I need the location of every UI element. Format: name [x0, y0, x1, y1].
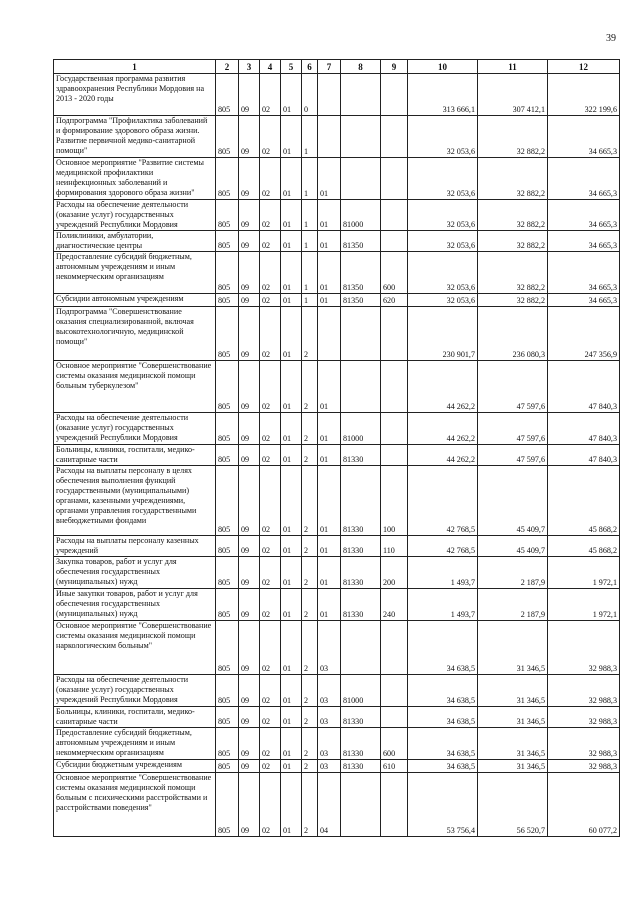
code-cell: 09 — [239, 760, 260, 773]
code-cell: 01 — [281, 158, 302, 200]
table-row — [54, 158, 620, 200]
amount-cell: 44 262,2 — [408, 361, 478, 413]
amount-cell: 32 882,2 — [478, 200, 548, 231]
code-cell: 2 — [302, 707, 318, 728]
amount-cell: 42 768,5 — [408, 536, 478, 557]
table-row — [54, 536, 620, 557]
amount-cell: 45 868,2 — [548, 466, 620, 536]
code-cell: 81330 — [341, 536, 381, 557]
code-cell: 01 — [281, 621, 302, 675]
code-cell: 02 — [260, 116, 281, 158]
code-cell — [381, 158, 408, 200]
amount-cell: 34 665,3 — [548, 252, 620, 294]
code-cell: 02 — [260, 294, 281, 307]
code-cell: 805 — [216, 675, 239, 707]
amount-cell: 31 346,5 — [478, 621, 548, 675]
code-cell: 110 — [381, 536, 408, 557]
code-cell: 81350 — [341, 252, 381, 294]
code-cell: 02 — [260, 466, 281, 536]
code-cell — [341, 307, 381, 361]
code-cell: 01 — [281, 252, 302, 294]
code-cell: 09 — [239, 361, 260, 413]
row-name-cell: Расходы на выплаты персоналу в целях обеспечения выполнения функций государственными (муниципальными) органами, казенными учреждениями, органами управления государственными внебюджетными фондами — [54, 466, 216, 536]
code-cell: 09 — [239, 466, 260, 536]
code-cell: 81330 — [341, 557, 381, 589]
table-row — [54, 361, 620, 413]
row-name-cell: Основное мероприятие "Развитие системы медицинской профилактики неинфекционных заболеваний и формирования здорового образа жизни" — [54, 158, 216, 200]
code-cell: 805 — [216, 773, 239, 837]
row-name-cell: Государственная программа развития здравоохранения Республики Мордовия на 2013 - 2020 годы — [54, 74, 216, 116]
amount-cell: 1 493,7 — [408, 589, 478, 621]
amount-cell: 32 882,2 — [478, 231, 548, 252]
row-name-cell: Субсидии автономным учреждениям — [54, 294, 216, 307]
code-cell: 805 — [216, 621, 239, 675]
code-cell — [341, 74, 381, 116]
table-row — [54, 307, 620, 361]
amount-cell: 1 972,1 — [548, 557, 620, 589]
amount-cell: 34 638,5 — [408, 760, 478, 773]
code-cell: 01 — [281, 200, 302, 231]
code-cell: 805 — [216, 74, 239, 116]
code-cell: 01 — [281, 413, 302, 445]
column-header: 2 — [216, 60, 239, 74]
code-cell: 2 — [302, 773, 318, 837]
amount-cell: 31 346,5 — [478, 760, 548, 773]
amount-cell: 31 346,5 — [478, 707, 548, 728]
code-cell — [381, 445, 408, 466]
code-cell: 2 — [302, 361, 318, 413]
code-cell: 01 — [281, 466, 302, 536]
amount-cell: 32 053,6 — [408, 231, 478, 252]
amount-cell: 32 882,2 — [478, 294, 548, 307]
code-cell: 01 — [281, 589, 302, 621]
amount-cell: 32 053,6 — [408, 116, 478, 158]
code-cell: 2 — [302, 760, 318, 773]
amount-cell: 32 053,6 — [408, 158, 478, 200]
amount-cell: 32 988,3 — [548, 707, 620, 728]
column-header: 1 — [54, 60, 216, 74]
amount-cell: 31 346,5 — [478, 728, 548, 760]
amount-cell: 313 666,1 — [408, 74, 478, 116]
code-cell — [381, 773, 408, 837]
code-cell: 81330 — [341, 760, 381, 773]
code-cell — [318, 74, 341, 116]
column-header: 6 — [302, 60, 318, 74]
table-row — [54, 445, 620, 466]
code-cell: 02 — [260, 589, 281, 621]
table-row — [54, 74, 620, 116]
code-cell: 620 — [381, 294, 408, 307]
code-cell: 805 — [216, 158, 239, 200]
amount-cell: 45 409,7 — [478, 466, 548, 536]
code-cell: 100 — [381, 466, 408, 536]
code-cell: 805 — [216, 589, 239, 621]
code-cell: 02 — [260, 760, 281, 773]
amount-cell: 53 756,4 — [408, 773, 478, 837]
code-cell: 01 — [318, 589, 341, 621]
table-row — [54, 728, 620, 760]
amount-cell: 47 840,3 — [548, 445, 620, 466]
amount-cell: 44 262,2 — [408, 445, 478, 466]
code-cell: 240 — [381, 589, 408, 621]
code-cell: 02 — [260, 158, 281, 200]
code-cell — [381, 621, 408, 675]
code-cell: 02 — [260, 621, 281, 675]
amount-cell: 32 053,6 — [408, 294, 478, 307]
code-cell: 0 — [302, 74, 318, 116]
code-cell: 805 — [216, 231, 239, 252]
row-name-cell: Предоставление субсидий бюджетным, автономным учреждениям и иным некоммерческим организациям — [54, 728, 216, 760]
row-name-cell: Иные закупки товаров, работ и услуг для обеспечения государственных (муниципальных) нужд — [54, 589, 216, 621]
code-cell: 81330 — [341, 466, 381, 536]
amount-cell: 34 665,3 — [548, 231, 620, 252]
budget-table — [53, 59, 620, 837]
code-cell: 805 — [216, 116, 239, 158]
amount-cell: 31 346,5 — [478, 675, 548, 707]
code-cell: 805 — [216, 361, 239, 413]
code-cell: 09 — [239, 200, 260, 231]
code-cell: 02 — [260, 307, 281, 361]
code-cell: 03 — [318, 760, 341, 773]
code-cell: 01 — [318, 200, 341, 231]
code-cell: 09 — [239, 445, 260, 466]
amount-cell: 34 638,5 — [408, 707, 478, 728]
code-cell: 01 — [281, 445, 302, 466]
code-cell — [341, 773, 381, 837]
code-cell: 01 — [318, 466, 341, 536]
code-cell: 2 — [302, 728, 318, 760]
row-name-cell: Расходы на обеспечение деятельности (оказание услуг) государственных учреждений Республики Мордовия — [54, 200, 216, 231]
amount-cell: 56 520,7 — [478, 773, 548, 837]
code-cell: 02 — [260, 231, 281, 252]
table-row — [54, 116, 620, 158]
amount-cell: 45 868,2 — [548, 536, 620, 557]
code-cell: 02 — [260, 361, 281, 413]
code-cell: 02 — [260, 773, 281, 837]
code-cell: 09 — [239, 307, 260, 361]
code-cell: 09 — [239, 621, 260, 675]
amount-cell: 32 053,6 — [408, 252, 478, 294]
code-cell — [381, 200, 408, 231]
code-cell: 01 — [281, 707, 302, 728]
code-cell: 09 — [239, 675, 260, 707]
amount-cell: 34 665,3 — [548, 116, 620, 158]
amount-cell: 44 262,2 — [408, 413, 478, 445]
amount-cell: 47 840,3 — [548, 361, 620, 413]
code-cell: 805 — [216, 252, 239, 294]
code-cell: 200 — [381, 557, 408, 589]
code-cell: 03 — [318, 728, 341, 760]
amount-cell: 2 187,9 — [478, 557, 548, 589]
code-cell: 02 — [260, 74, 281, 116]
code-cell: 01 — [318, 557, 341, 589]
code-cell: 02 — [260, 252, 281, 294]
code-cell: 09 — [239, 728, 260, 760]
table-row — [54, 621, 620, 675]
code-cell: 09 — [239, 707, 260, 728]
row-name-cell: Закупка товаров, работ и услуг для обеспечения государственных (муниципальных) нужд — [54, 557, 216, 589]
code-cell: 02 — [260, 557, 281, 589]
code-cell: 81350 — [341, 231, 381, 252]
code-cell: 805 — [216, 707, 239, 728]
code-cell: 01 — [318, 231, 341, 252]
code-cell: 2 — [302, 445, 318, 466]
code-cell — [381, 675, 408, 707]
code-cell: 09 — [239, 252, 260, 294]
row-name-cell: Расходы на обеспечение деятельности (оказание услуг) государственных учреждений Республики Мордовия — [54, 675, 216, 707]
code-cell: 1 — [302, 252, 318, 294]
code-cell: 01 — [281, 728, 302, 760]
code-cell: 81330 — [341, 707, 381, 728]
row-name-cell: Подпрограмма "Совершенствование оказания специализированной, включая высокотехнологичную, медицинской помощи" — [54, 307, 216, 361]
code-cell — [381, 307, 408, 361]
column-header: 11 — [478, 60, 548, 74]
table-row — [54, 707, 620, 728]
code-cell: 01 — [281, 760, 302, 773]
code-cell: 805 — [216, 294, 239, 307]
code-cell: 01 — [281, 294, 302, 307]
column-header: 7 — [318, 60, 341, 74]
row-name-cell: Основное мероприятие "Совершенствование системы оказания медицинской помощи наркологическим больным" — [54, 621, 216, 675]
amount-cell: 60 077,2 — [548, 773, 620, 837]
code-cell: 1 — [302, 158, 318, 200]
code-cell — [381, 413, 408, 445]
amount-cell: 236 080,3 — [478, 307, 548, 361]
amount-cell: 32 988,3 — [548, 675, 620, 707]
code-cell: 2 — [302, 536, 318, 557]
code-cell: 1 — [302, 231, 318, 252]
table-row — [54, 294, 620, 307]
code-cell: 01 — [318, 536, 341, 557]
code-cell: 805 — [216, 200, 239, 231]
column-header: 12 — [548, 60, 620, 74]
amount-cell: 47 597,6 — [478, 361, 548, 413]
code-cell: 02 — [260, 200, 281, 231]
row-name-cell: Подпрограмма "Профилактика заболеваний и формирование здорового образа жизни. Развитие первичной медико-санитарной помощи" — [54, 116, 216, 158]
amount-cell: 45 409,7 — [478, 536, 548, 557]
code-cell — [341, 361, 381, 413]
code-cell: 81330 — [341, 728, 381, 760]
table-row — [54, 413, 620, 445]
column-header: 9 — [381, 60, 408, 74]
row-name-cell: Субсидии бюджетным учреждениям — [54, 760, 216, 773]
amount-cell: 32 882,2 — [478, 252, 548, 294]
amount-cell: 47 597,6 — [478, 445, 548, 466]
code-cell: 01 — [281, 361, 302, 413]
table-row — [54, 773, 620, 837]
code-cell — [381, 74, 408, 116]
code-cell: 02 — [260, 675, 281, 707]
code-cell: 805 — [216, 445, 239, 466]
amount-cell: 34 638,5 — [408, 675, 478, 707]
row-name-cell: Предоставление субсидий бюджетным, автономным учреждениям и иным некоммерческим организациям — [54, 252, 216, 294]
code-cell: 805 — [216, 413, 239, 445]
amount-cell: 34 665,3 — [548, 294, 620, 307]
column-header: 5 — [281, 60, 302, 74]
table-row — [54, 252, 620, 294]
code-cell: 2 — [302, 675, 318, 707]
code-cell: 02 — [260, 536, 281, 557]
code-cell: 81000 — [341, 675, 381, 707]
code-cell: 1 — [302, 200, 318, 231]
code-cell: 09 — [239, 116, 260, 158]
code-cell: 09 — [239, 773, 260, 837]
code-cell: 04 — [318, 773, 341, 837]
amount-cell: 34 665,3 — [548, 158, 620, 200]
amount-cell: 322 199,6 — [548, 74, 620, 116]
code-cell: 81000 — [341, 413, 381, 445]
code-cell — [381, 116, 408, 158]
code-cell: 09 — [239, 294, 260, 307]
code-cell — [341, 621, 381, 675]
code-cell: 01 — [318, 294, 341, 307]
amount-cell: 34 665,3 — [548, 200, 620, 231]
code-cell — [381, 361, 408, 413]
table-row — [54, 589, 620, 621]
code-cell: 09 — [239, 557, 260, 589]
row-name-cell: Основное мероприятие "Совершенствование системы оказания медицинской помощи больным с психическими расстройствами и расстройствами поведения" — [54, 773, 216, 837]
table-row — [54, 675, 620, 707]
code-cell: 09 — [239, 536, 260, 557]
code-cell: 81330 — [341, 589, 381, 621]
table-row — [54, 231, 620, 252]
code-cell: 02 — [260, 413, 281, 445]
amount-cell: 32 882,2 — [478, 116, 548, 158]
code-cell: 1 — [302, 116, 318, 158]
code-cell: 1 — [302, 294, 318, 307]
code-cell: 01 — [318, 252, 341, 294]
amount-cell: 32 988,3 — [548, 728, 620, 760]
code-cell: 02 — [260, 707, 281, 728]
code-cell — [341, 158, 381, 200]
amount-cell: 247 356,9 — [548, 307, 620, 361]
amount-cell: 230 901,7 — [408, 307, 478, 361]
amount-cell: 1 972,1 — [548, 589, 620, 621]
code-cell: 2 — [302, 413, 318, 445]
column-header: 4 — [260, 60, 281, 74]
code-cell: 01 — [318, 445, 341, 466]
amount-cell: 47 597,6 — [478, 413, 548, 445]
code-cell: 01 — [281, 307, 302, 361]
code-cell: 02 — [260, 445, 281, 466]
column-header: 10 — [408, 60, 478, 74]
code-cell: 805 — [216, 307, 239, 361]
code-cell: 2 — [302, 307, 318, 361]
amount-cell: 34 638,5 — [408, 728, 478, 760]
code-cell: 01 — [318, 413, 341, 445]
code-cell: 09 — [239, 413, 260, 445]
code-cell: 2 — [302, 557, 318, 589]
amount-cell: 32 988,3 — [548, 621, 620, 675]
code-cell: 01 — [281, 231, 302, 252]
code-cell: 09 — [239, 231, 260, 252]
page-number: 39 — [606, 33, 616, 44]
amount-cell: 2 187,9 — [478, 589, 548, 621]
column-header: 8 — [341, 60, 381, 74]
code-cell: 81330 — [341, 445, 381, 466]
amount-cell: 42 768,5 — [408, 466, 478, 536]
code-cell: 805 — [216, 728, 239, 760]
code-cell: 09 — [239, 589, 260, 621]
amount-cell: 32 053,6 — [408, 200, 478, 231]
code-cell: 03 — [318, 675, 341, 707]
code-cell: 01 — [281, 557, 302, 589]
amount-cell: 34 638,5 — [408, 621, 478, 675]
code-cell: 805 — [216, 760, 239, 773]
code-cell: 2 — [302, 589, 318, 621]
code-cell — [381, 231, 408, 252]
row-name-cell: Основное мероприятие "Совершенствование системы оказания медицинской помощи больным туберкулезом" — [54, 361, 216, 413]
code-cell: 03 — [318, 707, 341, 728]
code-cell: 09 — [239, 74, 260, 116]
amount-cell: 32 988,3 — [548, 760, 620, 773]
code-cell: 03 — [318, 621, 341, 675]
code-cell: 600 — [381, 252, 408, 294]
table-row — [54, 760, 620, 773]
code-cell: 2 — [302, 621, 318, 675]
amount-cell: 307 412,1 — [478, 74, 548, 116]
code-cell: 81350 — [341, 294, 381, 307]
code-cell: 2 — [302, 466, 318, 536]
row-name-cell: Расходы на выплаты персоналу казенных учреждений — [54, 536, 216, 557]
code-cell: 01 — [318, 361, 341, 413]
row-name-cell: Больницы, клиники, госпитали, медико-санитарные части — [54, 707, 216, 728]
code-cell: 01 — [281, 675, 302, 707]
code-cell: 01 — [281, 536, 302, 557]
amount-cell: 47 840,3 — [548, 413, 620, 445]
code-cell: 01 — [281, 116, 302, 158]
code-cell: 805 — [216, 466, 239, 536]
code-cell: 600 — [381, 728, 408, 760]
amount-cell: 32 882,2 — [478, 158, 548, 200]
code-cell: 805 — [216, 557, 239, 589]
code-cell — [318, 307, 341, 361]
code-cell: 02 — [260, 728, 281, 760]
code-cell: 805 — [216, 536, 239, 557]
amount-cell: 1 493,7 — [408, 557, 478, 589]
table-header-row — [54, 60, 620, 74]
table-row — [54, 466, 620, 536]
code-cell: 09 — [239, 158, 260, 200]
row-name-cell: Расходы на обеспечение деятельности (оказание услуг) государственных учреждений Республики Мордовия — [54, 413, 216, 445]
code-cell: 01 — [281, 74, 302, 116]
table-row — [54, 200, 620, 231]
code-cell — [318, 116, 341, 158]
code-cell: 610 — [381, 760, 408, 773]
code-cell: 81000 — [341, 200, 381, 231]
code-cell — [381, 707, 408, 728]
code-cell: 01 — [281, 773, 302, 837]
code-cell — [341, 116, 381, 158]
row-name-cell: Больницы, клиники, госпитали, медико-санитарные части — [54, 445, 216, 466]
column-header: 3 — [239, 60, 260, 74]
table-row — [54, 557, 620, 589]
code-cell: 01 — [318, 158, 341, 200]
row-name-cell: Поликлиники, амбулатории, диагностические центры — [54, 231, 216, 252]
